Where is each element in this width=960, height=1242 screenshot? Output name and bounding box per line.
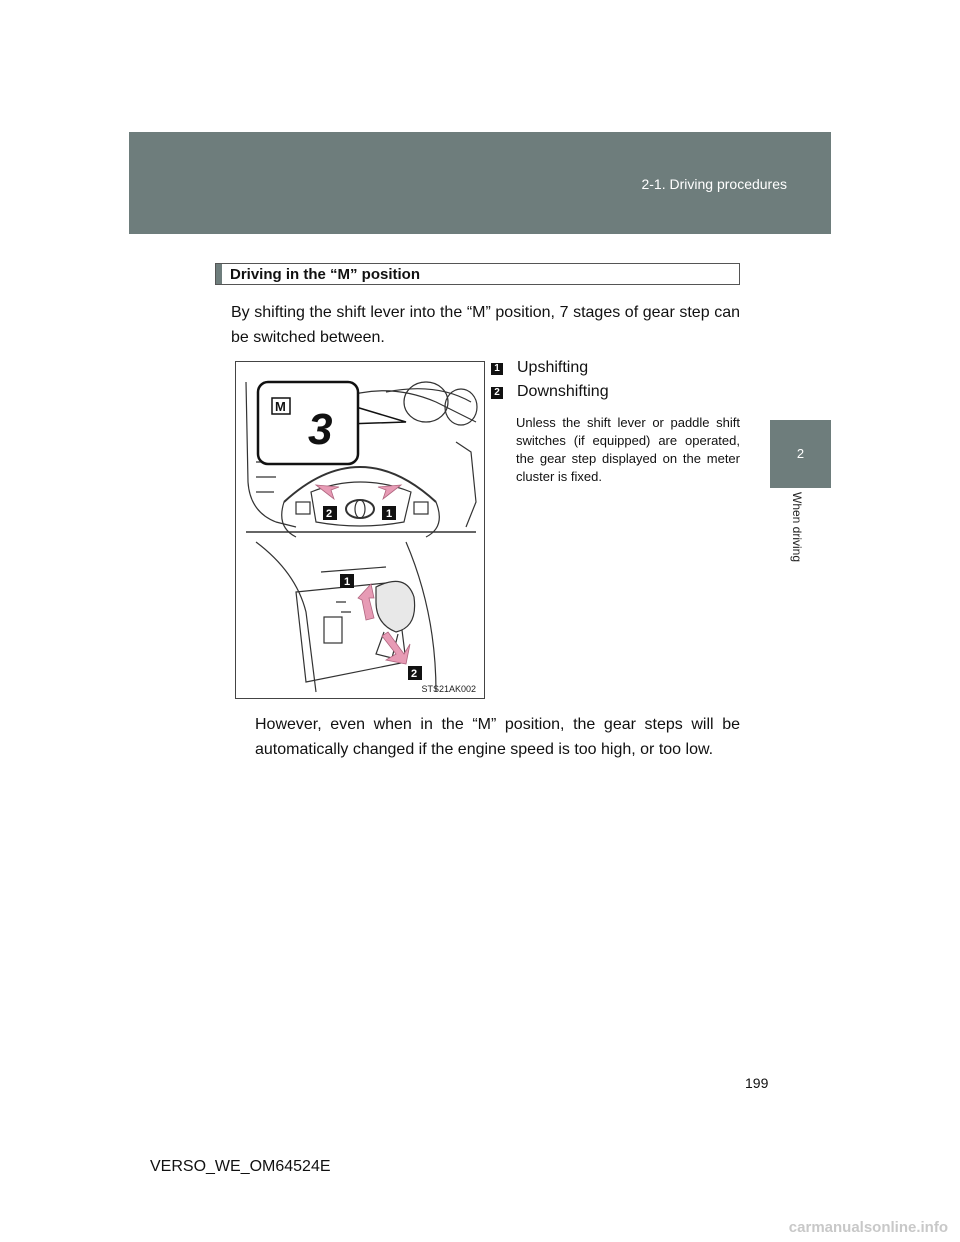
document-code: VERSO_WE_OM64524E (150, 1158, 331, 1175)
watermark: carmanualsonline.info (788, 1219, 948, 1236)
list-marker: 2 (491, 387, 503, 399)
chapter-tab (770, 420, 831, 488)
page-number: 199 (745, 1075, 769, 1091)
meter-gear-digit: 3 (308, 405, 333, 454)
list-label: Upshifting (517, 359, 589, 376)
shift-arrow-up (358, 584, 374, 620)
marker-lower-label: 2 (411, 668, 418, 680)
list-item (491, 382, 741, 406)
figure-code: STS21AK002 (421, 684, 476, 694)
section-heading (215, 263, 740, 285)
paddle-arrow-right (378, 485, 401, 499)
marker-right-label: 1 (386, 508, 393, 520)
header-band (129, 132, 831, 234)
note-paragraph: Unless the shift lever or paddle shift switches (if equipped) are operated, the gear step displayed on the meter cluster is fixed. (516, 415, 740, 484)
chapter-label: When driving (790, 492, 804, 563)
intro-paragraph: By shifting the shift lever into the “M” position, 7 stages of gear step can be switched between. (231, 304, 740, 346)
list-item (491, 358, 741, 382)
section-title: Driving in the “M” position (230, 266, 420, 283)
list-label: Downshifting (517, 383, 609, 400)
meter-m-letter: M (275, 399, 286, 414)
marker-upper-label: 1 (344, 576, 351, 588)
header-section-title: 2-1. Driving procedures (641, 176, 787, 192)
list-marker: 1 (491, 363, 503, 375)
chapter-number: 2 (796, 446, 805, 461)
section-heading-bar (216, 264, 222, 284)
shift-arrow-down (382, 632, 410, 664)
legend-list (491, 358, 741, 406)
closing-paragraph: However, even when in the “M” position, the gear steps will be automatically changed if the engine speed is too high, or too low. (255, 716, 740, 758)
illustration-drawing (236, 362, 484, 698)
gear-shift-illustration (235, 361, 485, 699)
chapter-label-container (770, 492, 810, 582)
paddle-arrow-left (316, 485, 339, 499)
marker-left-label: 2 (326, 508, 333, 520)
